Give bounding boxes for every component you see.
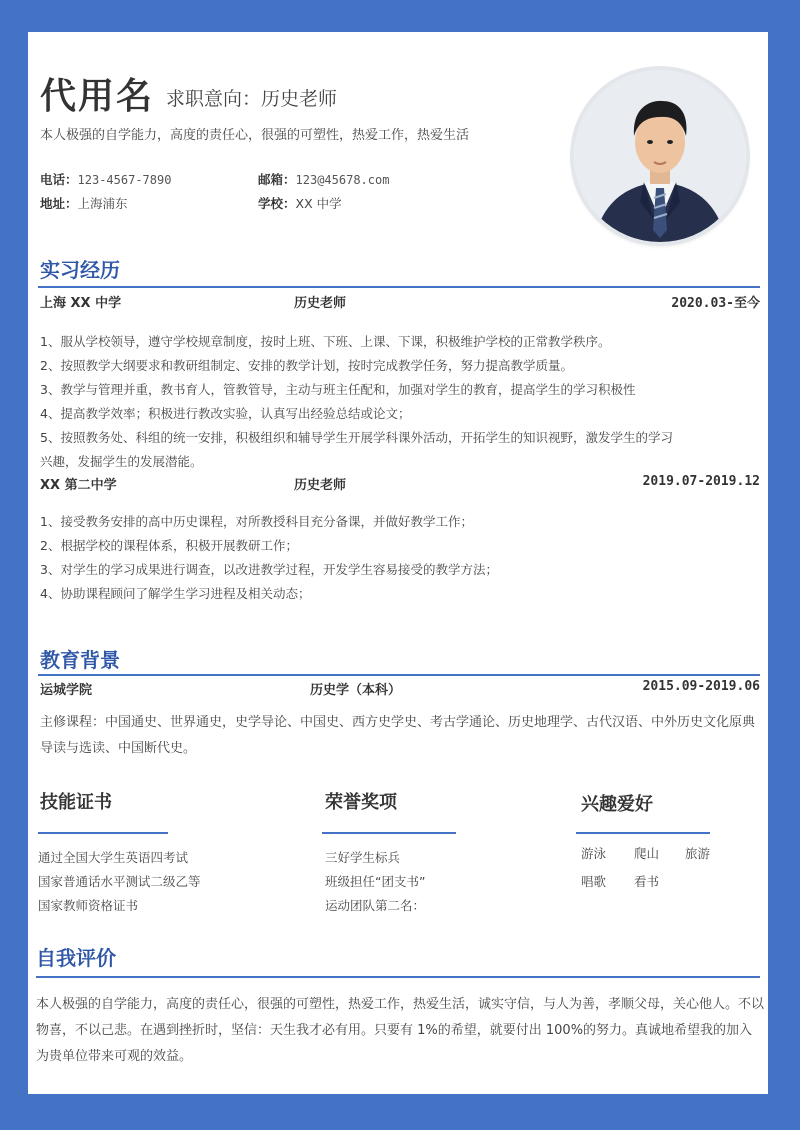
job2-org: XX 第二中学 — [40, 478, 117, 493]
skill-item: 通过全国大学生英语四考试 — [38, 850, 189, 865]
self-title: 自我评价 — [36, 946, 116, 970]
school-value: XX 中学 — [295, 196, 342, 211]
school-label: 学校： — [258, 196, 296, 211]
honors-divider — [322, 832, 456, 834]
hobbies-divider — [576, 832, 710, 834]
job1-item: 兴趣，发掘学生的发展潜能。 — [40, 454, 203, 469]
edu-school: 运城学院 — [40, 683, 93, 698]
avatar-portrait — [574, 70, 746, 242]
job2-date: 2019.07-2019.12 — [642, 474, 760, 489]
job2-role: 历史老师 — [294, 478, 347, 493]
internship-divider — [38, 286, 760, 288]
skills-title: 技能证书 — [40, 792, 112, 813]
edu-major: 历史学（本科） — [310, 683, 402, 698]
skill-item: 国家教师资格证书 — [38, 898, 139, 913]
job1-role: 历史老师 — [294, 296, 347, 311]
email-field — [258, 170, 389, 188]
honors-title: 荣誉奖项 — [325, 792, 397, 813]
phone-value: 123-4567-7890 — [77, 173, 172, 187]
job2-item: 4、协助课程顾问了解学生学习进程及相关动态； — [40, 586, 311, 601]
honor-item: 运动团队第二名： — [325, 898, 426, 913]
skill-item: 国家普通话水平测试二级乙等 — [38, 874, 201, 889]
job1-item: 4、提高教学效率；积极进行教改实验，认真写出经验总结或论文； — [40, 406, 411, 421]
hobby-item: 游泳 — [581, 846, 607, 861]
job2-item: 3、对学生的学习成果进行调查，以改进教学过程，开发学生容易接受的教学方法； — [40, 562, 498, 577]
honor-item: 班级担任“团支书” — [325, 874, 426, 889]
resume-page — [28, 32, 768, 1094]
email-label: 邮箱： — [258, 172, 296, 187]
email-value: 123@45678.com — [295, 173, 390, 187]
intro-line: 本人极强的自学能力，高度的责任心，很强的可塑性，热爱工作，热爱生活 — [40, 128, 470, 143]
phone-label: 电话： — [40, 172, 78, 187]
skills-divider — [38, 832, 168, 834]
internship-title: 实习经历 — [40, 258, 120, 282]
self-text: 本人极强的自学能力，高度的责任心，很强的可塑性，热爱工作，热爱生活，诚实守信，与人为善，孝顺父母，关心他人。不以物喜，不以己悲。在遇到挫折时，坚信：天生我才必有用。只要有 1%的希望，就要付出 100%的努力。真诚地希望我的加入为贵单位带来可观的效益。 — [36, 997, 765, 1064]
hobby-item: 唱歌 — [581, 874, 607, 889]
job1-date: 2020.03-至今 — [671, 296, 760, 311]
job1-item: 2、按照教学大纲要求和教研组制定、安排的教学计划，按时完成教学任务，努力提高教学质量。 — [40, 358, 573, 373]
job1-item: 5、按照教务处、科组的统一安排，积极组织和辅导学生开展学科课外活动，开拓学生的知识视野，激发学生的学习 — [40, 430, 673, 445]
job2-item: 1、接受教务安排的高中历史课程，对所教授科目充分备课，并做好教学工作； — [40, 514, 473, 529]
job1-item: 3、教学与管理并重，教书育人，管教管导，主动与班主任配和，加强对学生的教育，提高学生的学习积极性 — [40, 382, 636, 397]
profile-photo — [574, 70, 746, 242]
job1-org: 上海 XX 中学 — [40, 296, 122, 311]
self-divider — [36, 976, 760, 978]
honor-item: 三好学生标兵 — [325, 850, 401, 865]
education-divider — [38, 674, 760, 676]
education-title: 教育背景 — [40, 648, 120, 672]
job2-item: 2、根据学校的课程体系，积极开展教研工作； — [40, 538, 298, 553]
hobby-item: 看书 — [634, 874, 660, 889]
school-field — [258, 194, 342, 212]
phone-field — [40, 170, 171, 188]
address-value: 上海浦东 — [77, 196, 128, 211]
edu-courses: 主修课程：中国通史、世界通史，史学导论、中国史、西方史学史、考古学通论、历史地理学、古代汉语、中外历史文化原典导读与选读、中国断代史。 — [40, 715, 756, 756]
hobby-item: 旅游 — [685, 846, 711, 861]
candidate-name: 代用名 — [40, 76, 155, 117]
edu-date: 2015.09-2019.06 — [642, 679, 760, 694]
address-field — [40, 194, 128, 212]
hobbies-title: 兴趣爱好 — [581, 794, 653, 815]
address-label: 地址： — [40, 196, 78, 211]
job1-item: 1、服从学校领导，遵守学校规章制度，按时上班、下班、上课、下课，积极维护学校的正常教学秩序。 — [40, 334, 611, 349]
job-intent: 求职意向：历史老师 — [166, 88, 338, 110]
hobby-item: 爬山 — [634, 846, 660, 861]
